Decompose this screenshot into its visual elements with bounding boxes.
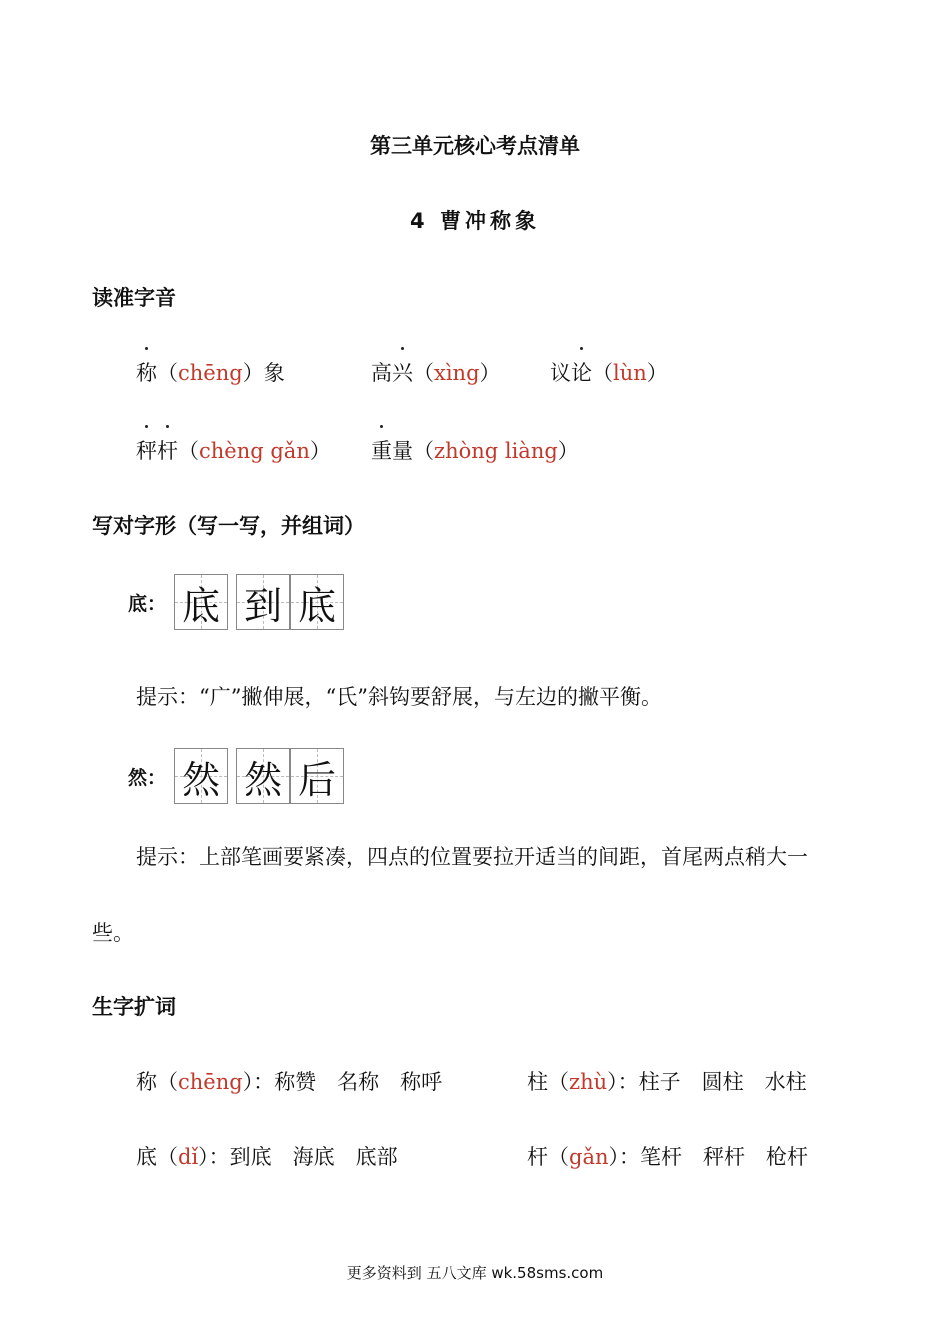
writing-char-label: 然：: [128, 766, 167, 789]
expansion-entry: 杆（gǎn）：笔杆 秤杆 枪杆: [527, 1145, 808, 1169]
practice-grid-box: 然: [236, 748, 290, 804]
pron-word-dotted: 兴: [392, 357, 413, 387]
writing-row-2: [128, 748, 348, 804]
pron-pinyin: zhòng liàng: [434, 439, 558, 463]
practice-grid-box: 然: [174, 748, 228, 804]
practice-grid-box: 底: [290, 574, 344, 630]
expansion-entry: 底（dǐ）：到底 海底 底部: [136, 1145, 398, 1169]
pron-pinyin: chèng gǎn: [199, 439, 310, 463]
expansion-entry: 柱（zhù）：柱子 圆柱 水柱: [527, 1070, 807, 1094]
page-title: 第三单元核心考点清单: [370, 134, 580, 158]
pron-pinyin: lùn: [613, 361, 647, 385]
lesson-title: 4 曹冲称象: [410, 209, 540, 233]
writing-char-label: 底：: [128, 592, 167, 615]
pron-item-5: 重量（zhòng liàng）: [371, 435, 579, 465]
expansion-entry: 称（chēng）：称赞 名称 称呼: [136, 1070, 443, 1094]
pron-word-dotted: 论: [571, 357, 592, 387]
pron-word: 称: [136, 357, 157, 387]
pron-word: 议: [550, 361, 571, 385]
practice-grid-box: 后: [290, 748, 344, 804]
section-heading-pronunciation: 读准字音: [92, 286, 176, 310]
pron-word-dotted: 秤: [136, 435, 157, 465]
writing-tip-1: 提示：“广”撇伸展，“氏”斜钩要舒展，与左边的撇平衡。: [136, 685, 662, 709]
writing-tip-2-cont: 些。: [92, 921, 134, 945]
pron-pinyin: xìng: [434, 361, 480, 385]
pron-item-2: 高兴（xìng）: [371, 357, 501, 387]
pron-item-1: 称（chēng）象: [136, 357, 285, 387]
pron-item-4: 秤杆（chèng gǎn）: [136, 435, 331, 465]
practice-grid-box: 底: [174, 574, 228, 630]
practice-grid-box: 到: [236, 574, 290, 630]
writing-tip-2: 提示：上部笔画要紧凑，四点的位置要拉开适当的间距，首尾两点稍大一: [136, 845, 808, 869]
pron-pinyin: chēng: [178, 361, 243, 385]
pron-word: 高: [371, 361, 392, 385]
footer-text: 更多资料到 五八文库 wk.58sms.com: [346, 1264, 604, 1282]
writing-row-1: [128, 574, 348, 630]
pron-word-after: 象: [263, 361, 285, 385]
section-heading-writing: 写对字形（写一写，并组词）: [92, 514, 365, 538]
pron-item-3: 议论（lùn）: [550, 357, 668, 387]
pron-word-dotted: 杆: [157, 435, 178, 465]
pron-word: 量: [392, 439, 413, 463]
pron-word-dotted: 重: [371, 435, 392, 465]
section-heading-expansion: 生字扩词: [92, 995, 176, 1019]
